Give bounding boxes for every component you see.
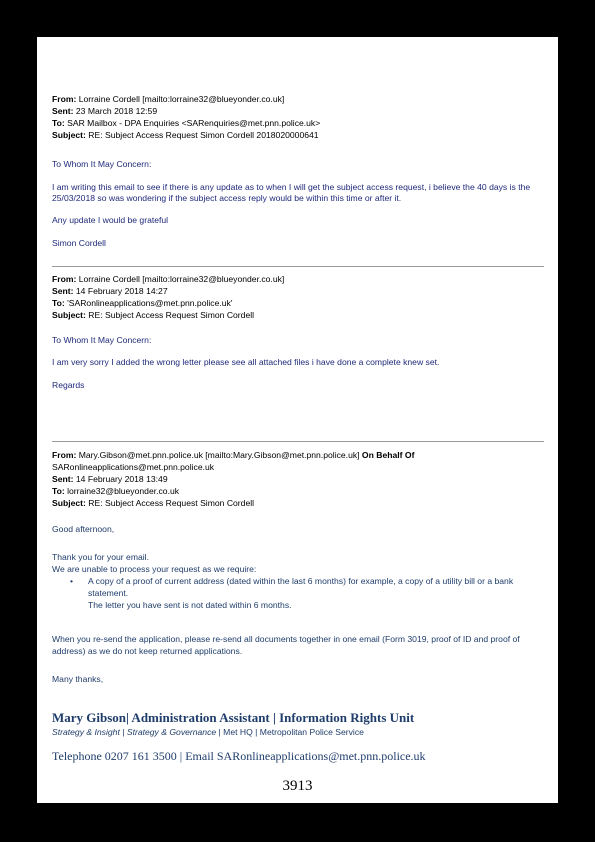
separator-line	[52, 441, 544, 442]
email3-closing: Many thanks,	[52, 674, 104, 684]
signature-dept-italic: Strategy & Insight | Strategy & Governance	[52, 727, 217, 737]
subject-value: RE: Subject Access Request Simon Cordell 2018020000641	[85, 130, 319, 140]
email2-text: Regards	[52, 380, 85, 390]
email2-salutation	[52, 335, 544, 346]
email3-greeting: Good afternoon,	[52, 524, 115, 534]
email3-request-block	[52, 551, 544, 611]
email1-sign-off	[52, 238, 544, 249]
email3-unable: We are unable to process your request as we require:	[52, 564, 257, 574]
email1-paragraph	[52, 182, 544, 204]
email1-salutation: To Whom It May Concern:	[52, 159, 152, 169]
email1-text: I am writing this email to see if there is any update as to when I will get the subject access request, i believe the 40 days is the 25/03/2018 so was wondering if the subject access reply would be within this time or after it.	[52, 182, 531, 203]
from-label: From:	[52, 94, 77, 104]
subject-value: RE: Subject Access Request Simon Cordell	[85, 498, 255, 508]
email2-text: I am very sorry I added the wrong letter please see all attached files i have done a complete knew set.	[52, 357, 440, 367]
subject-label: Subject:	[52, 310, 86, 320]
bullet-note: The letter you have sent is not dated within 6 months.	[88, 600, 292, 610]
from-value: Lorraine Cordell [mailto:lorraine32@blueyonder.co.uk]	[76, 94, 285, 104]
separator-line	[52, 266, 544, 267]
to-label: To:	[52, 118, 65, 128]
email1-update-line	[52, 215, 544, 226]
from-label: From:	[52, 274, 77, 284]
behalf-value: SARonlineapplications@met.pnn.police.uk	[52, 462, 215, 472]
email1-header	[52, 93, 544, 141]
email3-thanks: Thank you for your email.	[52, 552, 149, 562]
page-number: 3913	[282, 778, 313, 794]
from-value: Lorraine Cordell [mailto:lorraine32@blueyonder.co.uk]	[76, 274, 285, 284]
email1-text: Simon Cordell	[52, 238, 106, 248]
subject-label: Subject:	[52, 498, 86, 508]
email3-resend: When you re-send the application, please re-send all documents together in one email (Form 3019, proof of ID and proof of address) as we do not keep returned applications.	[52, 634, 520, 656]
bullet-icon: •	[70, 576, 74, 586]
subject-label: Subject:	[52, 130, 86, 140]
to-value: 'SARonlineapplications@met.pnn.police.uk'	[64, 298, 233, 308]
from-value: Mary.Gibson@met.pnn.police.uk [mailto:Mary.Gibson@met.pnn.police.uk]	[76, 450, 362, 460]
subject-value: RE: Subject Access Request Simon Cordell	[85, 310, 255, 320]
signature-dept-plain: | Met HQ | Metropolitan Police Service	[216, 727, 364, 737]
list-item	[70, 575, 544, 611]
requirements-list	[52, 575, 544, 611]
behalf-label: On Behalf Of	[361, 450, 415, 460]
email1-body	[52, 159, 544, 170]
to-value: SAR Mailbox - DPA Enquiries <SARenquiries@met.pnn.police.uk>	[64, 118, 321, 128]
sent-label: Sent:	[52, 286, 74, 296]
to-value: lorraine32@blueyonder.co.uk	[64, 486, 180, 496]
sent-value: 23 March 2018 12:59	[73, 106, 158, 116]
from-label: From:	[52, 450, 77, 460]
email1-text: Any update I would be grateful	[52, 215, 169, 225]
document-page	[37, 37, 558, 803]
email2-sign-off	[52, 380, 544, 391]
sent-value: 14 February 2018 14:27	[73, 286, 168, 296]
sent-label: Sent:	[52, 474, 74, 484]
signature	[52, 710, 544, 764]
signature-telephone: Telephone 0207 161 3500 | Email SARonlineapplications@met.pnn.police.uk	[52, 749, 426, 763]
to-label: To:	[52, 486, 65, 496]
to-label: To:	[52, 298, 65, 308]
email2-text: To Whom It May Concern:	[52, 335, 152, 345]
bullet-text: A copy of a proof of current address (dated within the last 6 months) for example, a copy of a utility bill or a bank statement.	[88, 576, 514, 598]
signature-department	[52, 727, 544, 737]
email3-header	[52, 449, 544, 509]
email2-paragraph	[52, 357, 544, 368]
sent-label: Sent:	[52, 106, 74, 116]
email2-header	[52, 273, 544, 321]
signature-name: Mary Gibson| Administration Assistant | Information Rights Unit	[52, 710, 415, 725]
sent-value: 14 February 2018 13:49	[73, 474, 168, 484]
